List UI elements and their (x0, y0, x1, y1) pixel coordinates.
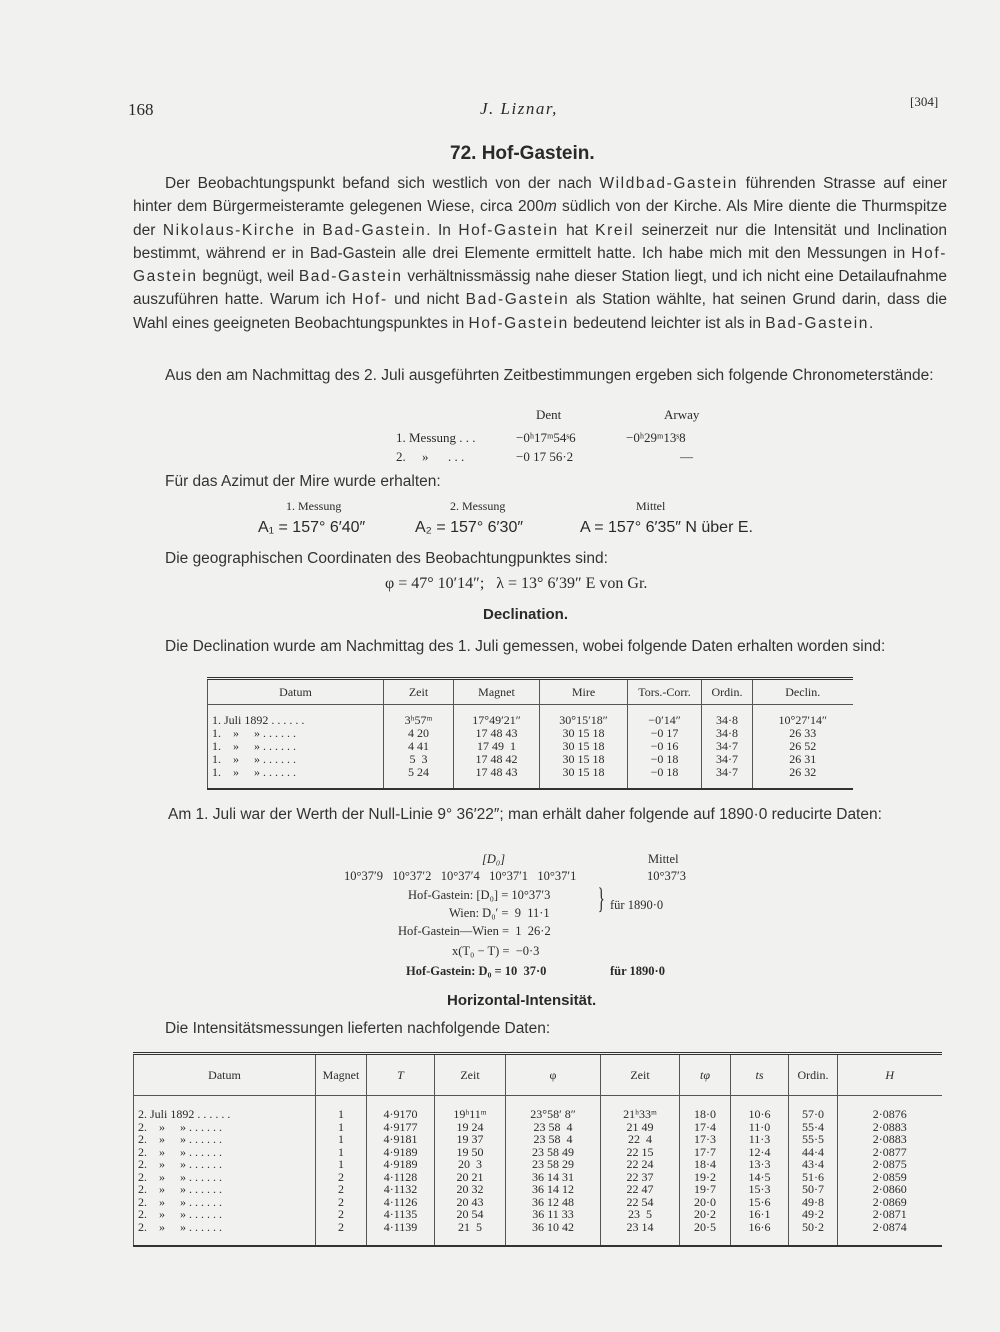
coords-value: φ = 47° 10′14″; λ = 13° 6′39″ E von Gr. (385, 575, 648, 592)
hor-col-magnet: Magnet (316, 1054, 367, 1096)
bracket-page-number: [304] (910, 94, 939, 109)
decl-col-tors-corr: Tors.-Corr. (628, 679, 702, 705)
table-cell: 34·7 (702, 740, 753, 753)
table-cell: 21 49 (601, 1121, 680, 1134)
table-cell: −0 16 (628, 740, 702, 753)
horizontal-intro: Die Intensitätsmessungen lieferten nachfolgende Daten: (165, 1020, 551, 1037)
azimuth-head-2: 2. Messung (450, 499, 506, 513)
chrono-col-arway: Arway (664, 407, 700, 422)
intro-segment: Nikolaus-Kirche (162, 221, 296, 239)
table-cell: 4·9177 (367, 1121, 435, 1134)
table-cell: 20 43 (435, 1196, 506, 1209)
table-cell: 2·0859 (838, 1171, 942, 1184)
hor-col-zeit-1: Zeit (435, 1054, 506, 1096)
table-cell: 26 32 (753, 766, 853, 779)
table-cell: 26 52 (753, 740, 853, 753)
intro-segment: verhältnissmässig nahe dieser Station liegt, und ich nicht eine Detailaufnahme auszuführen hatte. Warum ich (133, 268, 947, 309)
horizontal-row (134, 1208, 942, 1221)
table-cell: 22 4 (601, 1133, 680, 1146)
table-cell: 2. » » . . . . . . (134, 1221, 316, 1234)
table-cell: 2. Juli 1892 . . . . . . (134, 1108, 316, 1121)
azimuth-value-3: A = 157° 6′35″ N über E. (580, 519, 753, 536)
calc-correction: x(T₀ − T) = −0·3 (452, 944, 540, 958)
table-cell: 22 47 (601, 1183, 680, 1196)
table-cell: 2·0875 (838, 1158, 942, 1171)
table-cell: 4·9181 (367, 1133, 435, 1146)
chrono-row2-label: 2. » . . . (396, 449, 465, 464)
calc-hof-gastein: Hof-Gastein: [D₀] = 10°37′3 (408, 888, 551, 902)
table-cell: 30 15 18 (540, 727, 628, 740)
table-cell: 36 14 12 (506, 1183, 601, 1196)
intro-segment: Bad-Gastein (465, 291, 570, 309)
table-cell: 1 (316, 1121, 367, 1134)
chrono-col-dent: Dent (536, 407, 562, 422)
azimuth-intro: Für das Azimut der Mire wurde erhalten: (165, 473, 441, 490)
table-cell: 19·7 (680, 1183, 731, 1196)
table-cell: 22 37 (601, 1171, 680, 1184)
d0-mittel-value: 10°37′3 (647, 869, 686, 883)
table-cell: 4 41 (384, 740, 454, 753)
table-cell: 16·6 (731, 1221, 789, 1234)
table-cell: 2. » » . . . . . . (134, 1183, 316, 1196)
table-cell: −0 18 (628, 766, 702, 779)
table-cell: 18·4 (680, 1158, 731, 1171)
table-cell: 1 (316, 1108, 367, 1121)
intro-segment: in (295, 221, 323, 239)
table-cell: 20 54 (435, 1208, 506, 1221)
calc-final-value: Hof-Gastein: D₀ = 10 37·0 (406, 964, 547, 978)
table-cell: 13·3 (731, 1158, 789, 1171)
table-cell: 57·0 (789, 1108, 838, 1121)
spacer-row (208, 705, 853, 715)
declination-title: Declination. (483, 606, 569, 623)
declination-row (208, 740, 853, 753)
table-cell: 51·6 (789, 1171, 838, 1184)
d0-mittel-label: Mittel (648, 852, 679, 866)
intro-segment: begnügt, weil (197, 268, 299, 286)
table-cell: 30°15′18″ (540, 714, 628, 727)
intro-segment: bedeutend leichter ist als in (568, 314, 766, 332)
declination-header-row (208, 679, 853, 705)
table-cell: 15·6 (731, 1196, 789, 1209)
intro-segment: und nicht (387, 291, 466, 309)
table-cell: 34·7 (702, 753, 753, 766)
table-cell: 22 54 (601, 1196, 680, 1209)
table-cell: 36 10 42 (506, 1221, 601, 1234)
table-cell: 2·0877 (838, 1146, 942, 1159)
table-cell: 4·1139 (367, 1221, 435, 1234)
horizontal-header-row (134, 1054, 942, 1096)
calc-wien: Wien: D₀′ = 9 11·1 (449, 906, 550, 920)
table-cell: 2·0874 (838, 1221, 942, 1234)
spacer-row (134, 1233, 942, 1246)
table-cell: 17 48 43 (454, 766, 540, 779)
chrono-row1-dent: −0ʰ17ᵐ54ˢ6 (516, 430, 576, 445)
table-cell: 2. » » . . . . . . (134, 1158, 316, 1171)
table-cell: 11·3 (731, 1133, 789, 1146)
table-cell: 18·0 (680, 1108, 731, 1121)
section-title: 72. Hof-Gastein. (450, 143, 595, 164)
horizontal-row (134, 1183, 942, 1196)
intro-segment: Hof-Gastein (133, 244, 947, 286)
hor-col-t: T (367, 1054, 435, 1096)
table-cell: 2·0876 (838, 1108, 942, 1121)
table-cell: 2. » » . . . . . . (134, 1208, 316, 1221)
table-cell: 2·0871 (838, 1208, 942, 1221)
table-cell: 2·0883 (838, 1121, 942, 1134)
table-cell: 16·1 (731, 1208, 789, 1221)
hor-col-phi: φ (506, 1054, 601, 1096)
table-cell: 4·1135 (367, 1208, 435, 1221)
table-cell: 36 14 31 (506, 1171, 601, 1184)
table-cell: 1. » » . . . . . . (208, 766, 384, 779)
table-cell: 22 24 (601, 1158, 680, 1171)
table-cell: 2·0883 (838, 1133, 942, 1146)
table-cell: 2 (316, 1183, 367, 1196)
table-cell: 23 5 (601, 1208, 680, 1221)
table-cell: 1. » » . . . . . . (208, 753, 384, 766)
intro-segment: Kreil (595, 221, 635, 239)
table-cell: 4·1128 (367, 1171, 435, 1184)
table-cell: 17 48 42 (454, 753, 540, 766)
calc-difference: Hof-Gastein—Wien = 1 26·2 (398, 924, 551, 938)
null-line-text-1 (168, 803, 943, 826)
table-cell: 55·5 (789, 1133, 838, 1146)
table-cell: 17·4 (680, 1121, 731, 1134)
table-cell: 2 (316, 1208, 367, 1221)
table-cell: 19 37 (435, 1133, 506, 1146)
intro-segment: Bad-Gastein (765, 314, 870, 332)
table-cell: 1 (316, 1133, 367, 1146)
intro-segment: . In (426, 221, 459, 239)
table-cell: 2. » » . . . . . . (134, 1146, 316, 1159)
table-cell: 23 14 (601, 1221, 680, 1234)
chrono-row2-dent: −0 17 56·2 (516, 449, 574, 464)
running-head-author: J. Liznar, (480, 99, 558, 118)
intro-segment: führenden Strasse auf einer hinter dem Bürgermeisteramte gelegenen Wiese, circa 200 (133, 175, 947, 216)
intro-segment: Bad-Gastein (322, 221, 427, 239)
table-cell: 2. » » . . . . . . (134, 1133, 316, 1146)
table-cell: 1. » » . . . . . . (208, 727, 384, 740)
table-cell: 50·7 (789, 1183, 838, 1196)
hor-col-t-s: ts (731, 1054, 789, 1096)
decl-col-zeit: Zeit (384, 679, 454, 705)
hor-col-h: H (838, 1054, 942, 1096)
table-cell: 19 50 (435, 1146, 506, 1159)
coords-intro: Die geographischen Coordinaten des Beobachtungpunktes sind: (165, 550, 608, 567)
table-cell: 10·6 (731, 1108, 789, 1121)
table-cell: 19 24 (435, 1121, 506, 1134)
table-cell: 26 31 (753, 753, 853, 766)
table-cell: 15·3 (731, 1183, 789, 1196)
azimuth-head-1: 1. Messung (286, 499, 342, 513)
table-cell: 30 15 18 (540, 740, 628, 753)
table-cell: 23°58′ 8″ (506, 1108, 601, 1121)
intro-segment: seinerzeit nur die Intensität und Inclination bestimmt, während er in Bad-Gastein alle drei Elemente ermittelt hatte. Ich habe mich mit den Messungen in (133, 221, 947, 262)
table-cell: 21 5 (435, 1221, 506, 1234)
calc-brace-year: für 1890·0 (610, 898, 664, 912)
table-cell: 34·8 (702, 727, 753, 740)
null-line-text: Am 1. Juli war der Werth der Null-Linie 9° 36′22″; man erhält daher folgende auf 1890·0 reducirte Daten: (168, 806, 882, 823)
calc-final-year: für 1890·0 (610, 964, 665, 978)
table-cell: 1. » » . . . . . . (208, 740, 384, 753)
table-cell: 4·1126 (367, 1196, 435, 1209)
table-cell: 23 58 49 (506, 1146, 601, 1159)
table-cell: 2·0869 (838, 1196, 942, 1209)
table-cell: 20·0 (680, 1196, 731, 1209)
hor-col-ordin: Ordin. (789, 1054, 838, 1096)
hor-col-datum: Datum (134, 1054, 316, 1096)
horizontal-row (134, 1108, 942, 1121)
horizontal-row (134, 1133, 942, 1146)
decl-col-datum: Datum (208, 679, 384, 705)
chrono-row1-arway: −0ʰ29ᵐ13ˢ8 (626, 430, 686, 445)
horizontal-title: Horizontal-Intensität. (447, 992, 597, 1009)
declination-table (207, 677, 853, 790)
table-cell: 5 3 (384, 753, 454, 766)
table-cell: 4·9189 (367, 1146, 435, 1159)
decl-col-mire: Mire (540, 679, 628, 705)
table-cell: 20 32 (435, 1183, 506, 1196)
decl-col-magnet: Magnet (454, 679, 540, 705)
decl-col-declin: Declin. (753, 679, 853, 705)
table-cell: 36 12 48 (506, 1196, 601, 1209)
table-cell: −0 18 (628, 753, 702, 766)
hor-col-t-phi: tφ (680, 1054, 731, 1096)
table-cell: 30 15 18 (540, 766, 628, 779)
chrono-row1-label: 1. Messung . . . (396, 430, 476, 445)
horizontal-row (134, 1221, 942, 1234)
table-cell: 49·8 (789, 1196, 838, 1209)
table-cell: 2·0860 (838, 1183, 942, 1196)
table-cell: 22 15 (601, 1146, 680, 1159)
d0-values: 10°37′9 10°37′2 10°37′4 10°37′1 10°37′1 (344, 869, 577, 883)
table-cell: 20·2 (680, 1208, 731, 1221)
declination-row (208, 766, 853, 779)
table-cell: −0′14″ (628, 714, 702, 727)
chrono-row2-arway: — (680, 449, 693, 464)
spacer-row (208, 779, 853, 789)
table-cell: 20 3 (435, 1158, 506, 1171)
table-cell: 2. » » . . . . . . (134, 1171, 316, 1184)
table-cell: 19·2 (680, 1171, 731, 1184)
table-cell: 4·9170 (367, 1108, 435, 1121)
chronometer-paragraph: Aus den am Nachmittag des 2. Juli ausgeführten Zeitbestimmungen ergeben sich folgende Chronometerstände: (165, 367, 934, 384)
table-cell: −0 17 (628, 727, 702, 740)
table-cell: 2. » » . . . . . . (134, 1121, 316, 1134)
table-cell: 5 24 (384, 766, 454, 779)
table-cell: 20·5 (680, 1221, 731, 1234)
table-cell: 4·9189 (367, 1158, 435, 1171)
intro-segment: Wildbad-Gastein (599, 175, 738, 192)
table-cell: 3ʰ57ᵐ (384, 714, 454, 727)
table-cell: 34·7 (702, 766, 753, 779)
table-cell: 50·2 (789, 1221, 838, 1234)
intro-segment: als Station wählte, hat seinen Grund darin, dass die Wahl eines geeigneten Beobachtungspunktes in (133, 291, 948, 332)
page-number: 168 (128, 100, 154, 119)
table-cell: 4 20 (384, 727, 454, 740)
intro-segment: Hof-Gastein (458, 221, 559, 239)
declination-row (208, 727, 853, 740)
brace-icon: } (597, 882, 605, 915)
table-cell: 17·7 (680, 1146, 731, 1159)
hor-col-zeit-2: Zeit (601, 1054, 680, 1096)
table-cell: 1 (316, 1158, 367, 1171)
intro-paragraph (133, 172, 947, 335)
intro-segment: hat (558, 221, 596, 239)
table-cell: 23 58 4 (506, 1121, 601, 1134)
table-cell: 11·0 (731, 1121, 789, 1134)
table-cell: 21ʰ33ᵐ (601, 1108, 680, 1121)
table-cell: 1 (316, 1146, 367, 1159)
table-cell: 30 15 18 (540, 753, 628, 766)
table-cell: 23 58 29 (506, 1158, 601, 1171)
azimuth-head-3: Mittel (636, 499, 666, 513)
table-cell: 55·4 (789, 1121, 838, 1134)
azimuth-value-1: A₁ = 157° 6′40″ (258, 519, 366, 536)
table-cell: 17 48 43 (454, 727, 540, 740)
table-cell: 19ʰ11ᵐ (435, 1108, 506, 1121)
table-cell: 36 11 33 (506, 1208, 601, 1221)
declination-intro: Die Declination wurde am Nachmittag des 1. Juli gemessen, wobei folgende Daten erhalten worden sind: (165, 638, 886, 655)
declination-row (208, 714, 853, 727)
table-cell: 17·3 (680, 1133, 731, 1146)
table-cell: 1. Juli 1892 . . . . . . (208, 714, 384, 727)
table-cell: 2 (316, 1171, 367, 1184)
table-cell: 49·2 (789, 1208, 838, 1221)
table-cell: 43·4 (789, 1158, 838, 1171)
table-cell: 2 (316, 1196, 367, 1209)
intro-segment: südlich von der Kirche. Als Mire diente die Thurmspitze der (133, 198, 947, 239)
horizontal-row (134, 1158, 942, 1171)
decl-col-ordin: Ordin. (702, 679, 753, 705)
azimuth-value-2: A₂ = 157° 6′30″ (415, 519, 524, 536)
table-cell: 17°49′21″ (454, 714, 540, 727)
intro-segment: Bad-Gastein (298, 268, 403, 286)
table-cell: 12·4 (731, 1146, 789, 1159)
d0-label: [D₀] (482, 852, 506, 866)
intro-segment: m (543, 198, 557, 216)
table-cell: 4·1132 (367, 1183, 435, 1196)
intro-segment: Hof-Gastein (468, 314, 569, 332)
horizontal-table (133, 1052, 942, 1247)
table-cell: 10°27′14″ (753, 714, 853, 727)
table-cell: 17 49 1 (454, 740, 540, 753)
intro-segment: Hof- (352, 291, 388, 309)
table-cell: 2. » » . . . . . . (134, 1196, 316, 1209)
table-cell: 2 (316, 1221, 367, 1234)
intro-segment: Der Beobachtungspunkt befand sich westlich von der nach (165, 175, 600, 192)
declination-row (208, 753, 853, 766)
table-cell: 34·8 (702, 714, 753, 727)
table-cell: 23 58 4 (506, 1133, 601, 1146)
table-cell: 44·4 (789, 1146, 838, 1159)
table-cell: 14·5 (731, 1171, 789, 1184)
table-cell: 26 33 (753, 727, 853, 740)
table-cell: 20 21 (435, 1171, 506, 1184)
intro-segment: . (869, 314, 874, 332)
